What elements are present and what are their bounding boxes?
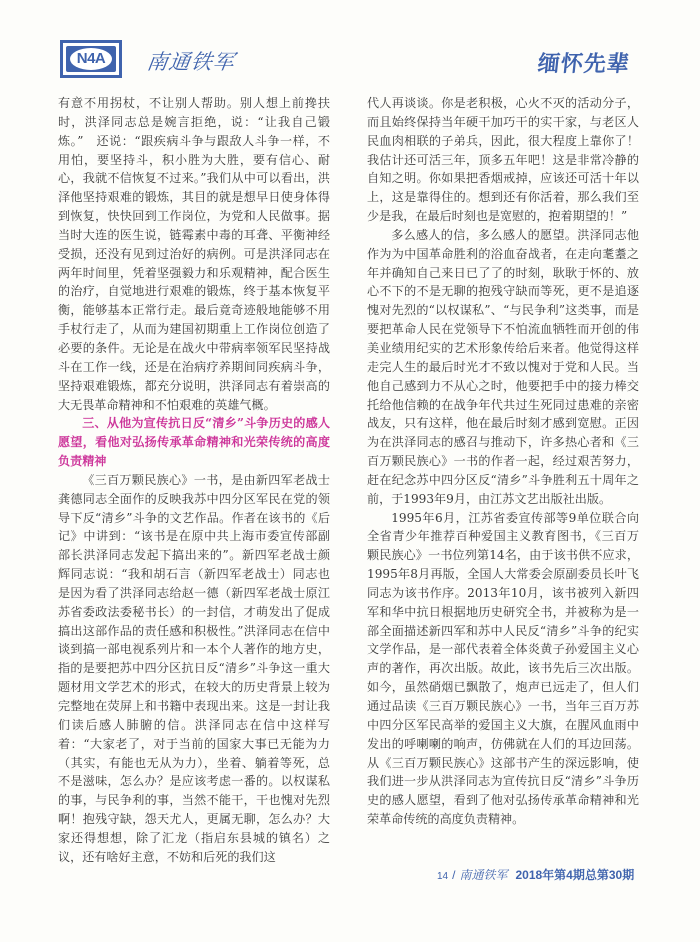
n4a-logo	[60, 40, 122, 78]
paragraph: 1995年6月，江苏省委宣传部等9单位联合向全省青少年推荐百种爱国主义教育图书，《三百万颗民族心》一书位列第14名，由于该书供不应求，1995年8月再版，全国人大常委会原副委员长叶飞同志为该书作序。2013年10月，该书被列入新四军和华中抗日根据地历史研究全书，并被称为是一部全面描述新四军和苏中人民反“清乡”斗争的纪实文学作品，是一部代表着全体炎黄子孙爱国主义心声的著作，再次出版。故此，该书先后三次出版。如今，虽然硝烟已飘散了，炮声已远走了，但人们通过品读《三百万颗民族心》一书，当年三百万苏中四分区军民高举的爱国主义大旗，在腥风血雨中发出的呼喇喇的响声，仿佛就在人们的耳边回荡。从《三百万颗民族心》这部书产生的深远影响，使我们进一步从洪泽同志为宣传抗日反“清乡”斗争历史的感人愿望，看到了他对弘扬传承革命精神和光荣革命传统的高度负责精神。	[367, 510, 639, 827]
right-column	[367, 94, 639, 829]
footer-magazine-name: 南通铁军	[459, 868, 508, 882]
paragraph: 多么感人的信，多么感人的愿望。洪泽同志他作为为中国革命胜利的浴血奋战者，在走向耄耋之年并确知自己来日已了了的时刻，耿耿于怀的、放心不下的不是无聊的抱残守缺而等死，更不是追逐愧对先烈的“以权谋私”、“与民争利”这类事，而是要把革命人民在党领导下不怕流血牺牲而开创的伟美业绩用纪实的艺术形象传给后来者。他觉得这样走完人生的最后时光才不致以愧对于党和人民。当他自己感到力不从心之时，他要把手中的接力棒交托给他信赖的在战争年代共过生死同过患难的亲密战友，只有这样，他在最后时刻才感到宽慰。正因为在洪泽同志的感召与推动下，许多热心者和《三百万颗民族心》一书的作者一起，经过艰苦努力，赶在纪念苏中四分区反“清乡”斗争胜利五十周年之前，于1993年9月，由江苏文艺出版社出版。	[367, 227, 639, 506]
page-footer	[437, 866, 634, 883]
paragraph: 《三百万颗民族心》一书，是由新四军老战士龚德同志全面作的反映我苏中四分区军民在党的领导下反“清乡”斗争的文艺作品。作者在该书的《后记》中讲到：“该书是在原中共上海市委宣传部副部长洪泽同志发起下搞出来的”。新四军老战士颜辉同志说：“我和胡石言（新四军老战士）同志也是因为看了洪泽同志给赵一德（新四军老战士原江苏省委政法委秘书长）的一封信，才萌发出了促成搞出这部作品的责任感和积极性。”洪泽同志在信中谈到搞一部电视系列片和一本个人著作的地方史，指的是要把苏中四分区抗日反“清乡”斗争这一重大题材用文学艺术的形式，在较大的历史背景上较为完整地在荧屏上和书籍中表现出来。这是一封让我们读后感人肺腑的信。洪泽同志在信中这样写着：“大家老了，对于当前的国家大事已无能为力（其实，有能也无从为力），坐着、躺着等死，总不是滋味，怎么办？是应该考虑一番的。以权谋私的事，与民争利的事，当然不能干，干也愧对先烈啊！抱残守缺，怨天尤人，更属无聊，怎么办？大家还得想想，除了汇龙（指启东县城的镇名）之议，还有啥好主意，不妨和后死的我们这	[58, 472, 330, 864]
left-column	[58, 94, 330, 867]
footer-separator: /	[452, 868, 456, 882]
paragraph: 代人再谈谈。你是老积极，心火不灭的活动分子，而且始终保持当年硬干加巧干的实干家，与老区人民血肉相联的子弟兵，因此，很大程度上靠你了！我估计还可活三年，顶多五年吧！这是非常冷静的自知之明。你如果把香烟戒掉，应该还可活十年以上，这是靠得住的。想到还有你活着，那么我们至少是我，在最后时刻也是宽慰的，抱着期望的！”	[367, 96, 639, 224]
issue-info: 2018年第4期总第30期	[515, 868, 635, 882]
page-number: 14	[437, 871, 449, 882]
section-name: 缅怀先辈	[536, 51, 632, 77]
page-header	[0, 0, 700, 85]
magazine-name: 南通铁军	[145, 50, 237, 74]
logo-text: N4A	[70, 48, 112, 70]
section-heading: 三、从他为宣传抗日反“清乡”斗争历史的感人愿望，看他对弘扬传承革命精神和光荣传统的高度负责精神	[58, 416, 330, 469]
paragraph: 有意不用拐杖，不让别人帮助。别人想上前搀扶时，洪泽同志总是婉言拒绝，说：“让我自己锻炼。” 还说：“跟疾病斗争与跟敌人斗争一样，不用怕，要坚持斗，积小胜为大胜，要有信心、耐心，我就不信恢复不过来。”我们从中可以看出，洪泽他坚持艰难的锻炼，其目的就是想早日使身体得到恢复，快快回到工作岗位，为党和人民做事。据当时大连的医生说，链霉素中毒的耳聋、平衡神经受损，还没有见到过治好的病例。可是洪泽同志在两年时间里，凭着坚强毅力和乐观精神，配合医生的治疗，自觉地进行艰难的锻炼，终于基本恢复平衡，能够基本正常行走。最后竟奇迹般地能够不用手杖行走了，从而为建国初期重上工作岗位创造了必要的条件。无论是在战火中带病率领军民坚持战斗在工作一线，还是在治病疗养期间同疾病斗争，坚持艰难锻炼，都充分说明，洪泽同志有着崇高的大无畏革命精神和不怕艰难的英雄气概。	[58, 96, 330, 412]
